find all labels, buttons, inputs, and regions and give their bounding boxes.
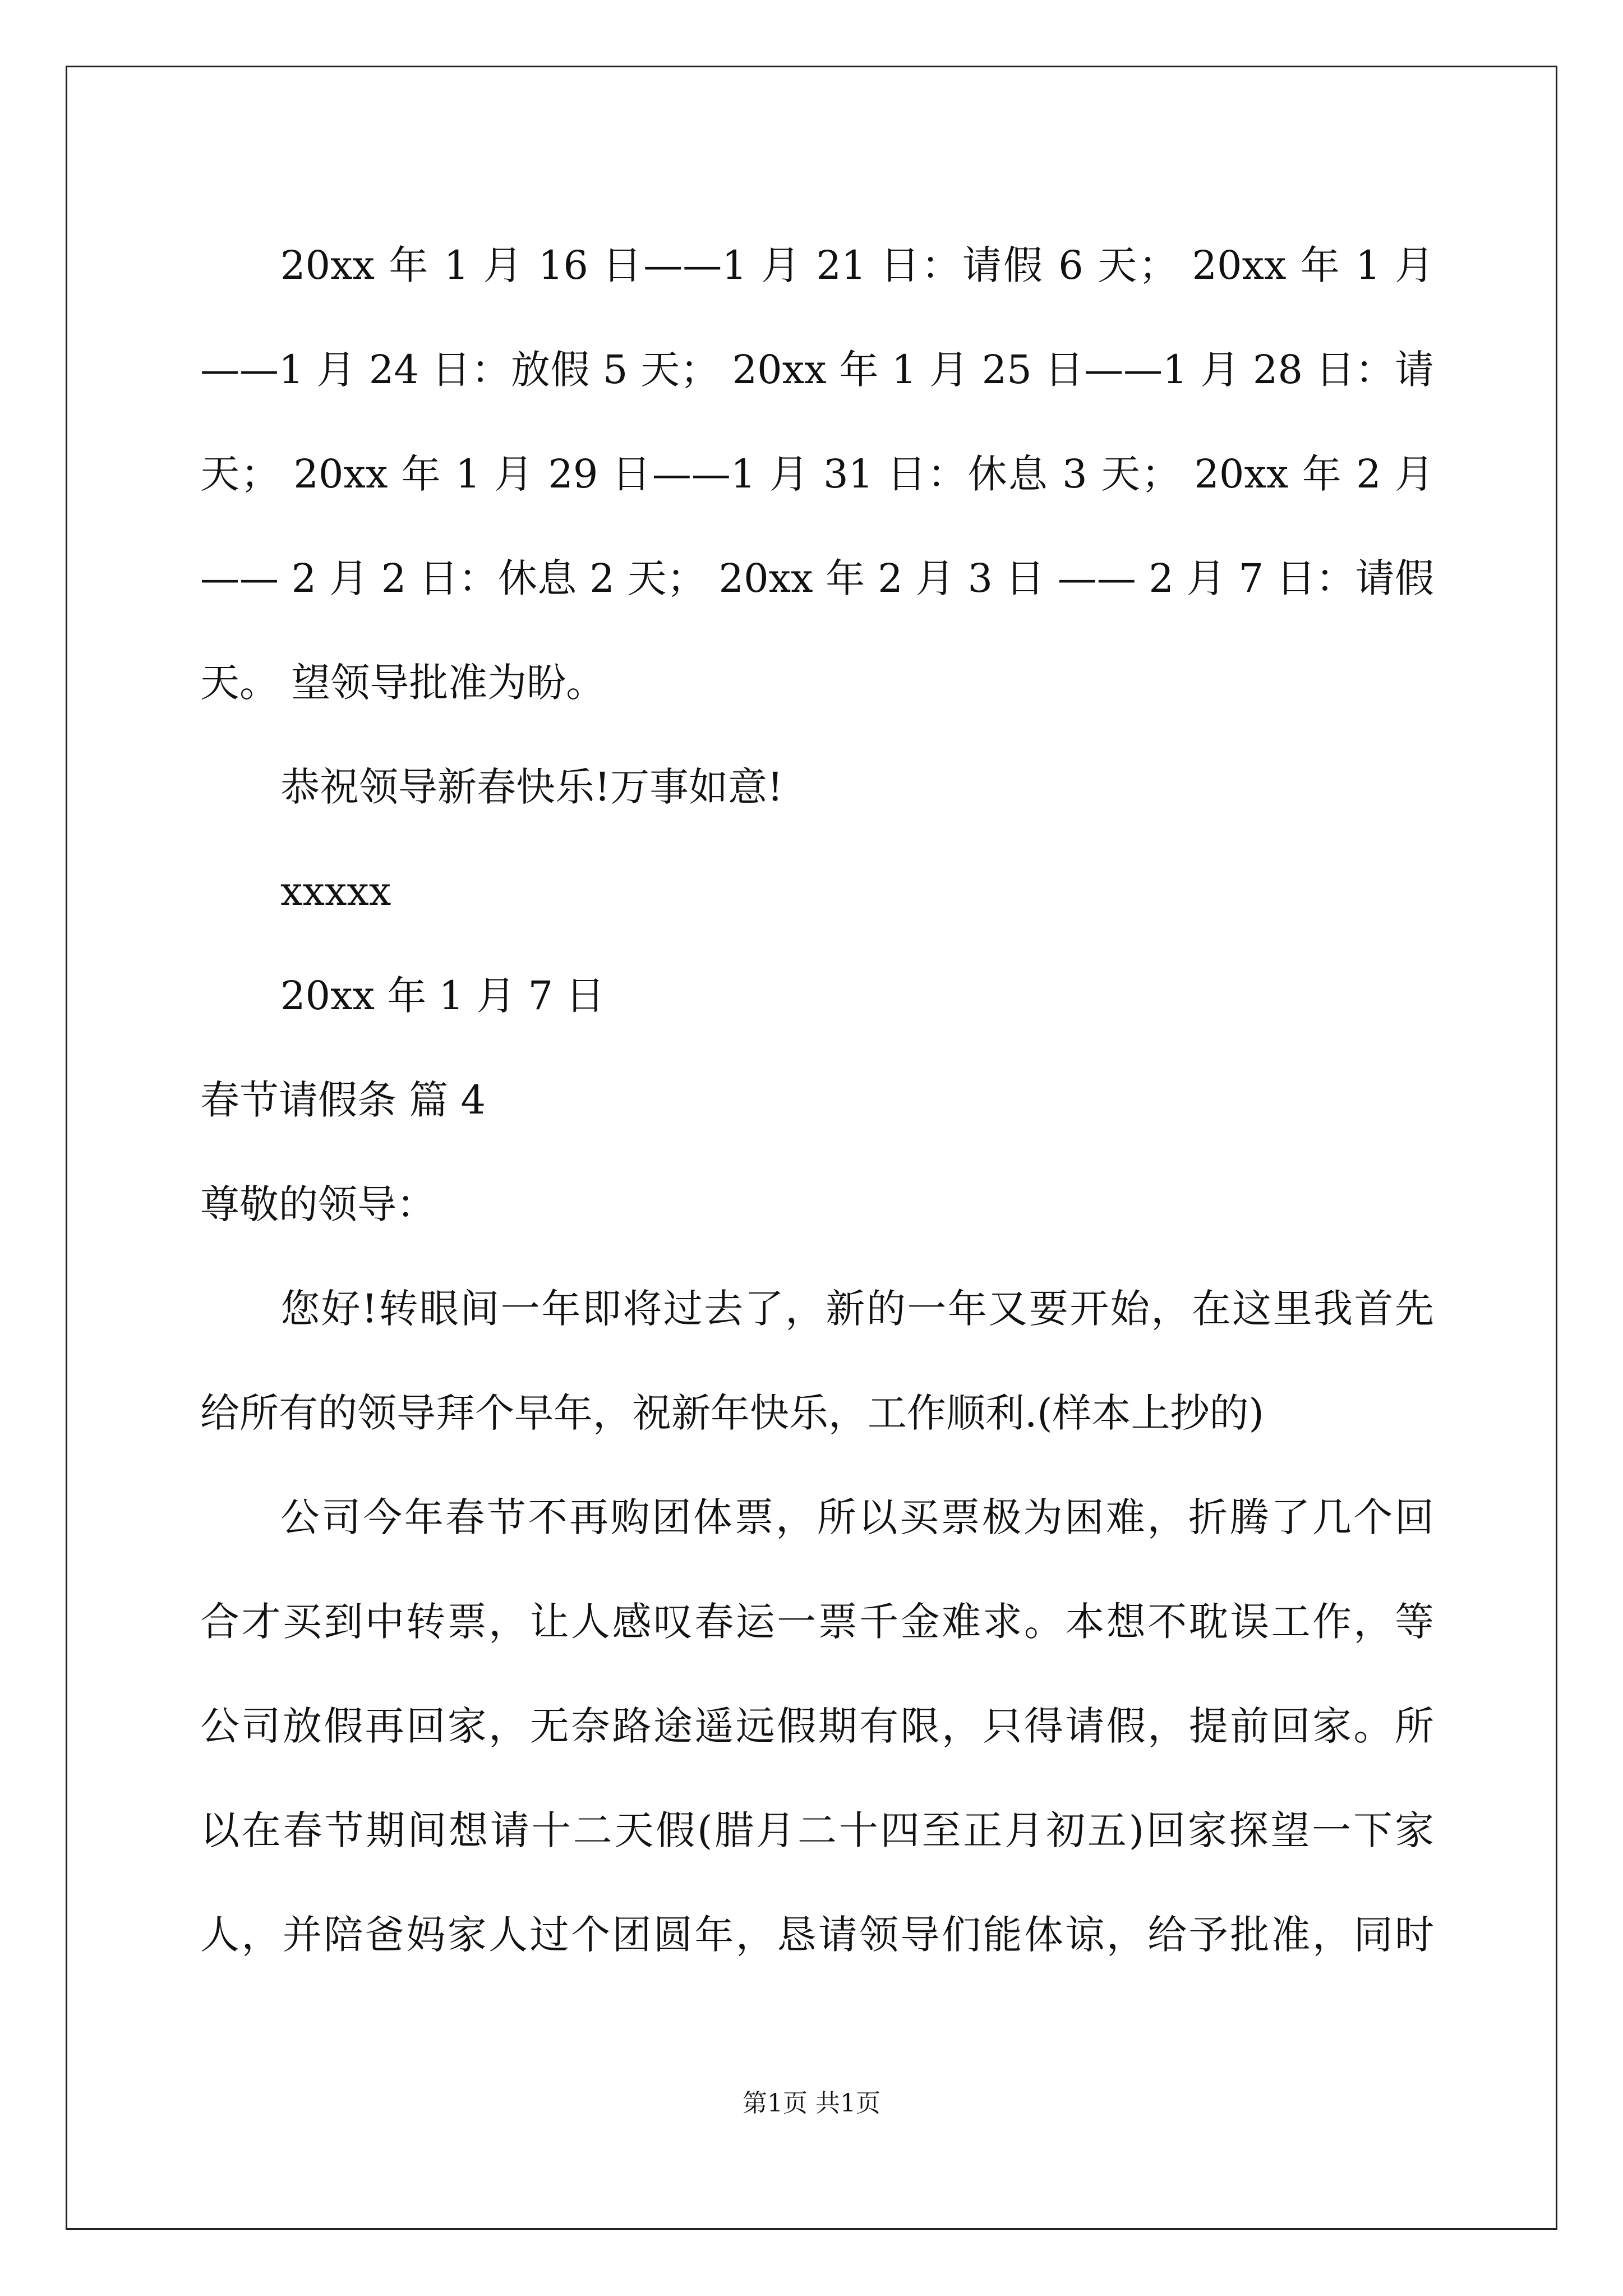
section-title: 春节请假条 篇 4 [200,1077,486,1123]
salutation: 尊敬的领导： [200,1181,436,1227]
paragraph-line: 以在春节期间想请十二天假(腊月二十四至正月初五)回家探望一下家 [200,1807,1434,1853]
signature-line: xxxxx [280,868,391,914]
leave-schedule-paragraph [200,213,1434,735]
paragraph-line: 天； 20xx 年 1 月 29 日——1 月 31 日：休息 3 天； 20xx 年 2 月 [200,451,1434,497]
paragraph-line: ——1 月 24 日：放假 5 天； 20xx 年 1 月 25 日——1 月 28 日：请 [200,347,1434,393]
paragraph-line: —— 2 月 2 日：休息 2 天； 20xx 年 2 月 3 日 —— 2 月 7 日：请假 [200,555,1434,601]
paragraph-line: 20xx 年 1 月 16 日——1 月 21 日：请假 6 天； 20xx 年 1 月 [280,242,1434,288]
paragraph-line: 合才买到中转票，让人感叹春运一票千金难求。本想不耽误工作，等 [200,1599,1434,1645]
paragraph-line: 公司放假再回家，无奈路途遥远假期有限，只得请假，提前回家。所 [200,1703,1434,1749]
document-body [200,213,1434,1987]
opening-paragraph [200,1257,1434,1465]
paragraph-line: 公司今年春节不再购团体票，所以买票极为困难，折腾了几个回 [280,1494,1434,1540]
paragraph-line: 人，并陪爸妈家人过个团圆年，恳请领导们能体谅，给予批准，同时 [200,1912,1434,1958]
paragraph-line: 天。 望领导批准为盼。 [200,660,606,706]
date-line: 20xx 年 1 月 7 日 [280,973,605,1019]
page-footer: 第1页 共1页 [743,2089,880,2118]
reason-paragraph [200,1465,1434,1987]
greeting-line: 恭祝领导新春快乐!万事如意! [280,764,783,810]
paragraph-line: 您好!转眼间一年即将过去了，新的一年又要开始，在这里我首先 [280,1286,1434,1332]
paragraph-line: 给所有的领导拜个早年，祝新年快乐，工作顺利.(样本上抄的) [200,1390,1264,1436]
